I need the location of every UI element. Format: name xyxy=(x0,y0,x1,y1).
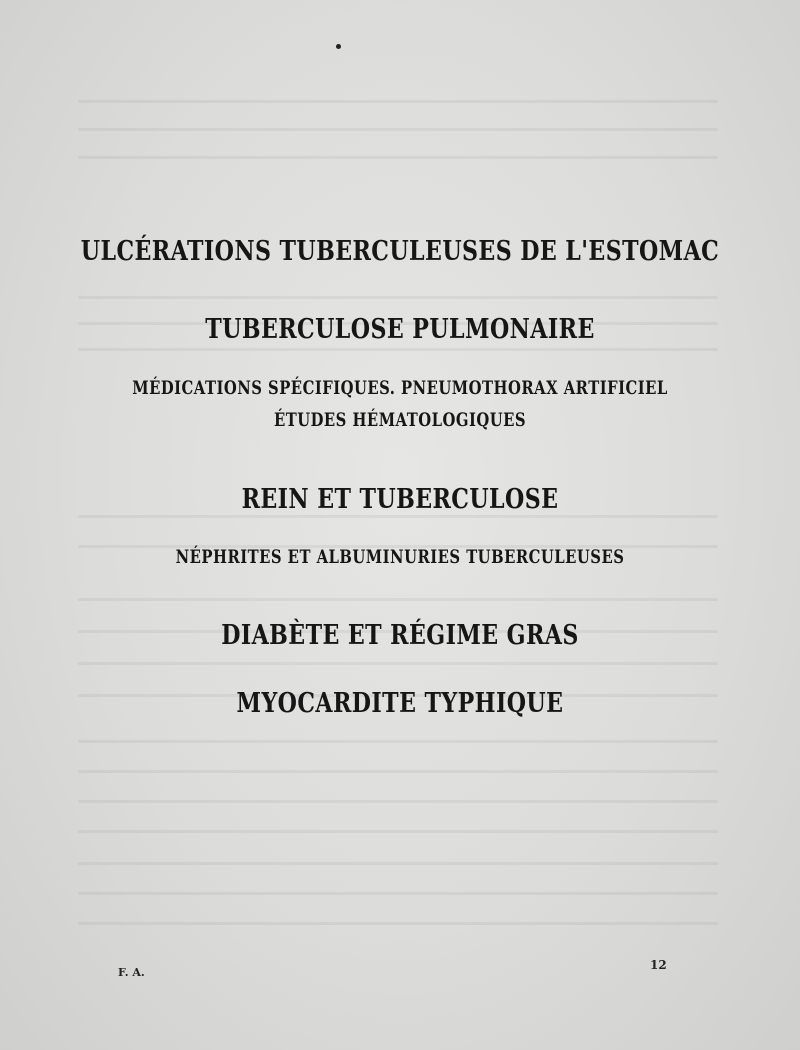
bleed-through-line xyxy=(78,296,718,299)
ink-speck xyxy=(336,44,341,49)
bleed-through-line xyxy=(78,892,718,895)
bleed-through-line xyxy=(78,100,718,103)
bleed-through-line xyxy=(78,740,718,743)
heading-myocardite: MYOCARDITE TYPHIQUE xyxy=(236,688,564,719)
bleed-through-line xyxy=(78,770,718,773)
bleed-through-line xyxy=(78,800,718,803)
subheading-etudes-hematologiques: ÉTUDES HÉMATOLOGIQUES xyxy=(273,410,527,431)
bleed-through-line xyxy=(78,922,718,925)
bleed-through-line xyxy=(78,348,718,351)
bleed-through-line xyxy=(78,598,718,601)
bleed-through-line xyxy=(78,156,718,159)
bleed-through-line xyxy=(78,862,718,865)
bleed-through-line xyxy=(78,830,718,833)
footer-signature: F. A. xyxy=(118,966,145,979)
page-number: 12 xyxy=(650,958,667,972)
heading-tuberculose-pulmonaire: TUBERCULOSE PULMONAIRE xyxy=(205,314,595,345)
bleed-through-line xyxy=(78,128,718,131)
bleed-through-line xyxy=(78,515,718,518)
subheading-medications: MÉDICATIONS SPÉCIFIQUES. PNEUMOTHORAX ARTIFICIEL xyxy=(132,378,668,399)
subheading-nephrites: NÉPHRITES ET ALBUMINURIES TUBERCULEUSES xyxy=(175,547,625,568)
heading-rein-et-tuberculose: REIN ET TUBERCULOSE xyxy=(241,484,559,515)
bleed-through-line xyxy=(78,662,718,665)
heading-ulcerations: ULCÉRATIONS TUBERCULEUSES DE L'ESTOMAC xyxy=(80,236,720,267)
heading-diabete: DIABÈTE ET RÉGIME GRAS xyxy=(221,620,579,651)
